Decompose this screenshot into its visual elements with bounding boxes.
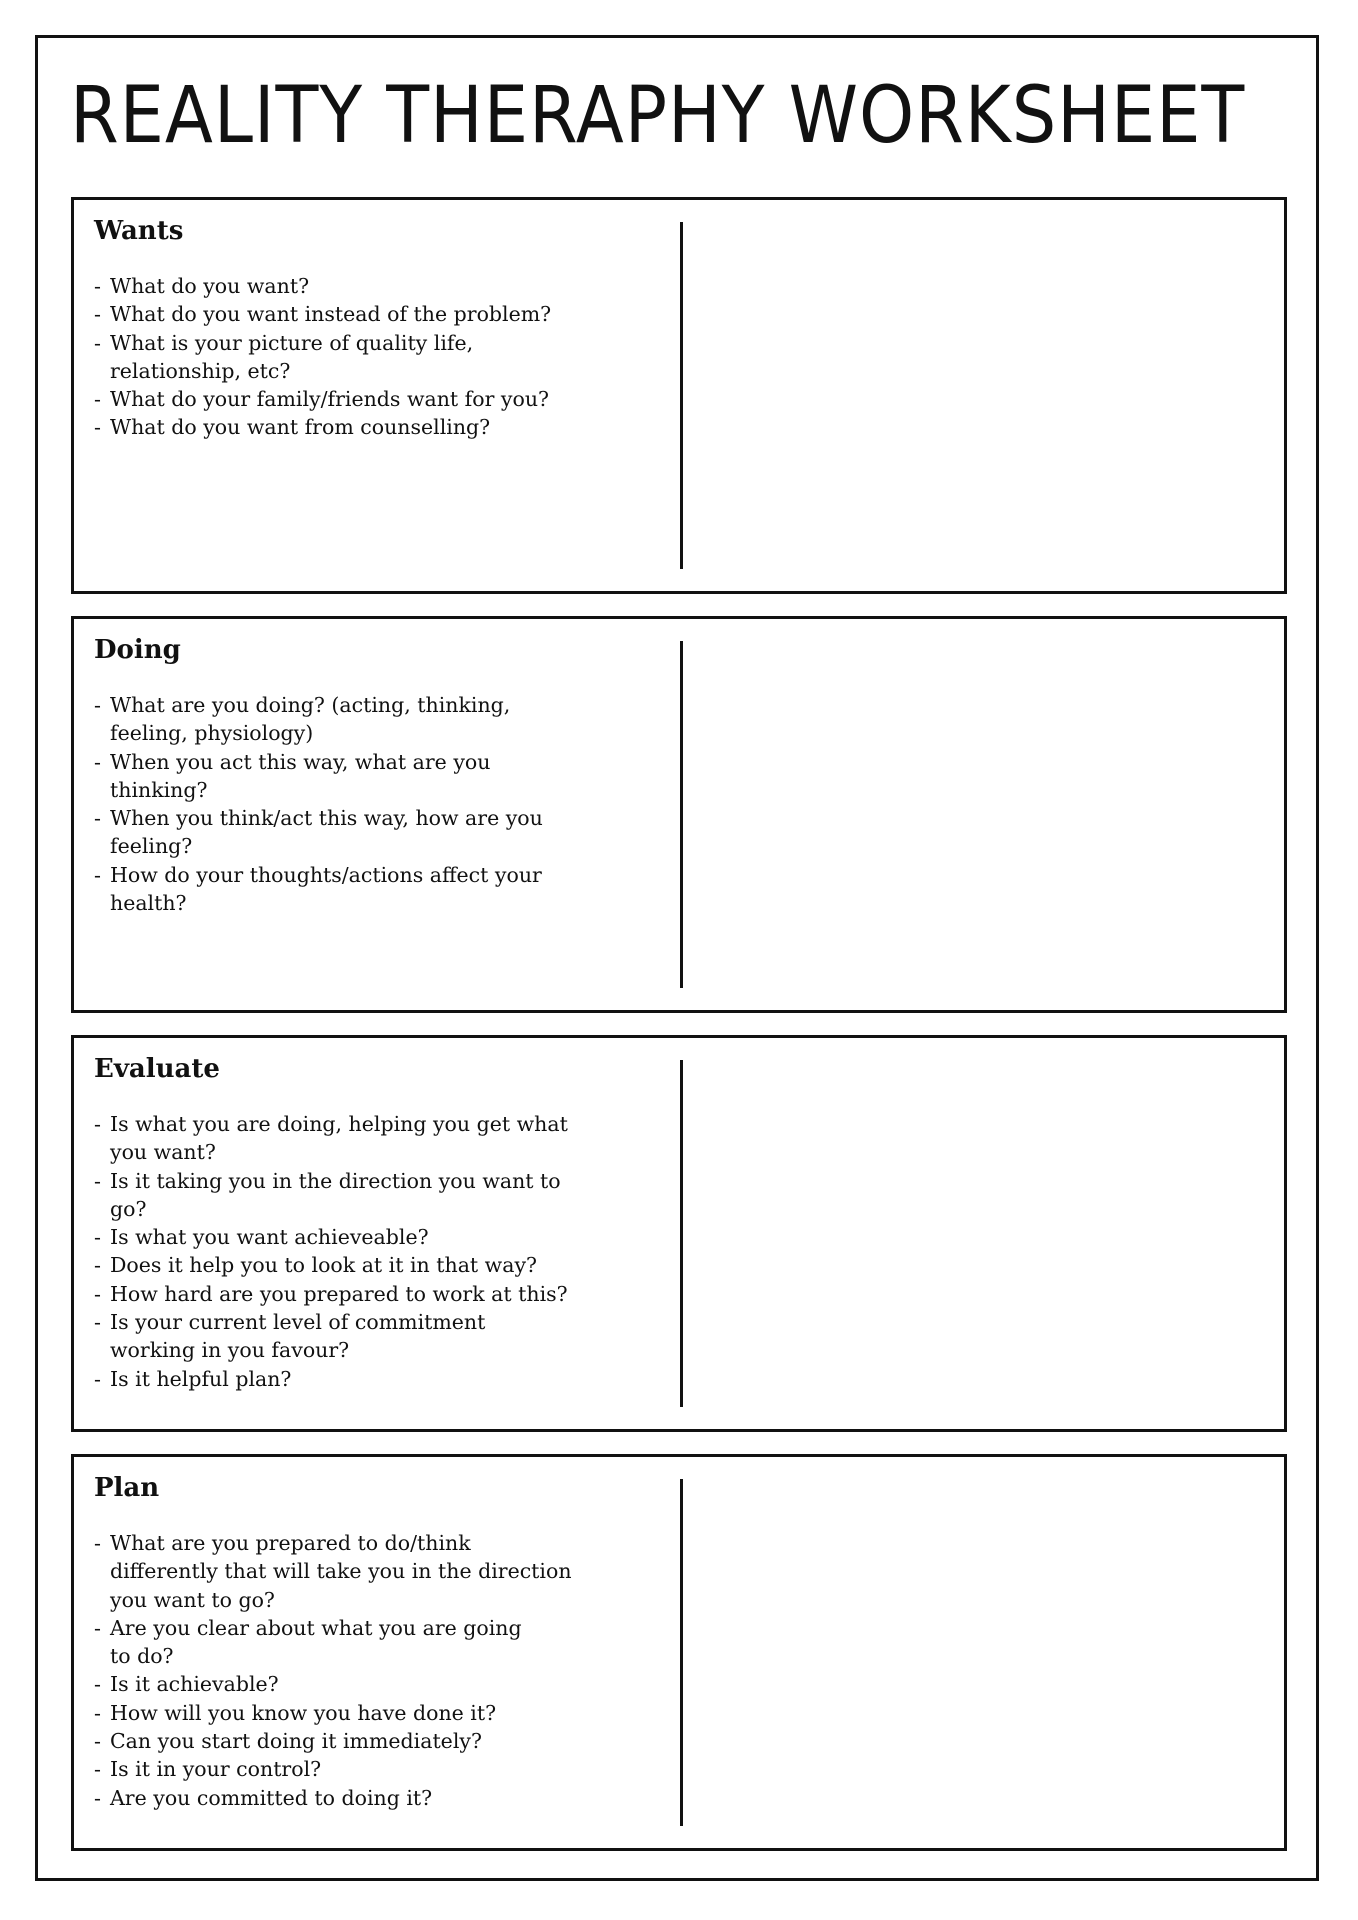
bullet-dash: - <box>94 1531 101 1555</box>
bullet-dash: - <box>94 274 101 298</box>
prompt-text: feeling, physiology) <box>110 721 314 746</box>
bullet-dash: - <box>94 1281 101 1306</box>
answer-area[interactable] <box>686 1461 1280 1844</box>
section-doing <box>71 616 1287 1013</box>
bullet-dash: - <box>94 1225 101 1250</box>
section-heading: Doing <box>94 635 181 665</box>
prompt-item <box>94 329 654 386</box>
prompt-item <box>94 1755 654 1783</box>
column-divider <box>680 1060 683 1407</box>
prompt-text: differently that will take you in the direction <box>110 1559 572 1584</box>
bullet-dash: - <box>94 749 101 774</box>
section-heading: Plan <box>94 1473 160 1503</box>
prompt-text: thinking? <box>110 777 208 802</box>
prompt-text: Is it achievable? <box>110 1672 279 1697</box>
prompt-text: Does it help you to look at it in that way? <box>110 1253 538 1278</box>
bullet-dash: - <box>94 415 101 440</box>
prompt-text: What do you want? <box>110 274 310 298</box>
answer-area[interactable] <box>686 1042 1280 1425</box>
section-evaluate <box>71 1035 1287 1432</box>
bullet-dash: - <box>94 806 101 831</box>
prompt-text: go? <box>110 1196 147 1221</box>
prompt-item <box>94 1308 654 1365</box>
bullet-dash: - <box>94 1615 101 1640</box>
prompt-item <box>94 1223 654 1251</box>
bullet-dash: - <box>94 1729 101 1754</box>
prompt-item <box>94 1670 654 1698</box>
prompt-text: What do you want from counselling? <box>110 415 491 440</box>
prompt-text: Is what you are doing, helping you get what <box>110 1112 568 1136</box>
column-divider <box>680 1479 683 1826</box>
prompt-list <box>94 691 654 917</box>
bullet-dash: - <box>94 1112 101 1136</box>
prompt-item <box>94 804 654 861</box>
prompt-text: What are you doing? (acting, thinking, <box>110 693 511 717</box>
prompt-item <box>94 300 654 328</box>
section-heading: Evaluate <box>94 1054 220 1084</box>
prompt-text: feeling? <box>110 834 193 859</box>
prompt-item <box>94 272 654 300</box>
prompt-text: health? <box>110 891 187 916</box>
prompt-text: How hard are you prepared to work at this? <box>110 1281 568 1306</box>
prompt-list <box>94 1529 654 1812</box>
prompt-text: How do your thoughts/actions affect your <box>110 862 542 887</box>
prompt-text: How will you know you have done it? <box>110 1700 497 1725</box>
prompt-item <box>94 1784 654 1812</box>
prompt-text: What is your picture of quality life, <box>110 330 474 355</box>
prompt-text: Is your current level of commitment <box>110 1310 486 1335</box>
prompt-item <box>94 1280 654 1308</box>
prompt-item <box>94 1727 654 1755</box>
bullet-dash: - <box>94 330 101 355</box>
prompt-text: Is it helpful plan? <box>110 1366 292 1391</box>
prompt-text: Is what you want achieveable? <box>110 1225 429 1250</box>
prompt-text: Can you start doing it immediately? <box>110 1729 482 1754</box>
answer-area[interactable] <box>686 204 1280 587</box>
prompt-item <box>94 413 654 441</box>
answer-area[interactable] <box>686 623 1280 1006</box>
prompt-text: What do your family/friends want for you? <box>110 387 550 412</box>
bullet-dash: - <box>94 1253 101 1278</box>
bullet-dash: - <box>94 1168 101 1193</box>
prompt-item <box>94 748 654 805</box>
bullet-dash: - <box>94 693 101 717</box>
prompt-list <box>94 272 654 442</box>
prompt-item <box>94 385 654 413</box>
section-plan <box>71 1454 1287 1851</box>
bullet-dash: - <box>94 387 101 412</box>
prompt-item <box>94 1614 654 1671</box>
bullet-dash: - <box>94 862 101 887</box>
bullet-dash: - <box>94 1310 101 1335</box>
bullet-dash: - <box>94 1672 101 1697</box>
bullet-dash: - <box>94 1700 101 1725</box>
bullet-dash: - <box>94 1757 101 1782</box>
prompt-text: Is it taking you in the direction you want to <box>110 1168 561 1193</box>
prompt-text: When you act this way, what are you <box>110 749 491 774</box>
prompt-text: working in you favour? <box>110 1338 350 1363</box>
prompt-text: When you think/act this way, how are you <box>110 806 543 831</box>
prompt-item <box>94 861 654 918</box>
column-divider <box>680 641 683 988</box>
prompt-text: What do you want instead of the problem? <box>110 302 552 327</box>
prompt-item <box>94 1699 654 1727</box>
section-wants <box>71 197 1287 594</box>
bullet-dash: - <box>94 302 101 327</box>
prompt-item <box>94 1110 654 1167</box>
prompt-text: to do? <box>110 1644 174 1669</box>
prompt-item <box>94 691 654 748</box>
prompt-text: you want to go? <box>110 1587 275 1612</box>
bullet-dash: - <box>94 1785 101 1810</box>
prompt-text: Are you committed to doing it? <box>110 1785 433 1810</box>
prompt-text: Is it in your control? <box>110 1757 322 1782</box>
bullet-dash: - <box>94 1366 101 1391</box>
prompt-item <box>94 1251 654 1279</box>
worksheet-title: REALITY THERAPHY WORKSHEET <box>70 71 1246 161</box>
section-heading: Wants <box>94 216 184 246</box>
prompt-item <box>94 1365 654 1393</box>
prompt-text: What are you prepared to do/think <box>110 1531 471 1555</box>
column-divider <box>680 222 683 569</box>
prompt-item <box>94 1167 654 1224</box>
prompt-text: relationship, etc? <box>110 358 291 383</box>
prompt-item <box>94 1529 654 1614</box>
prompt-text: you want? <box>110 1140 216 1165</box>
prompt-text: Are you clear about what you are going <box>110 1615 522 1640</box>
prompt-list <box>94 1110 654 1393</box>
